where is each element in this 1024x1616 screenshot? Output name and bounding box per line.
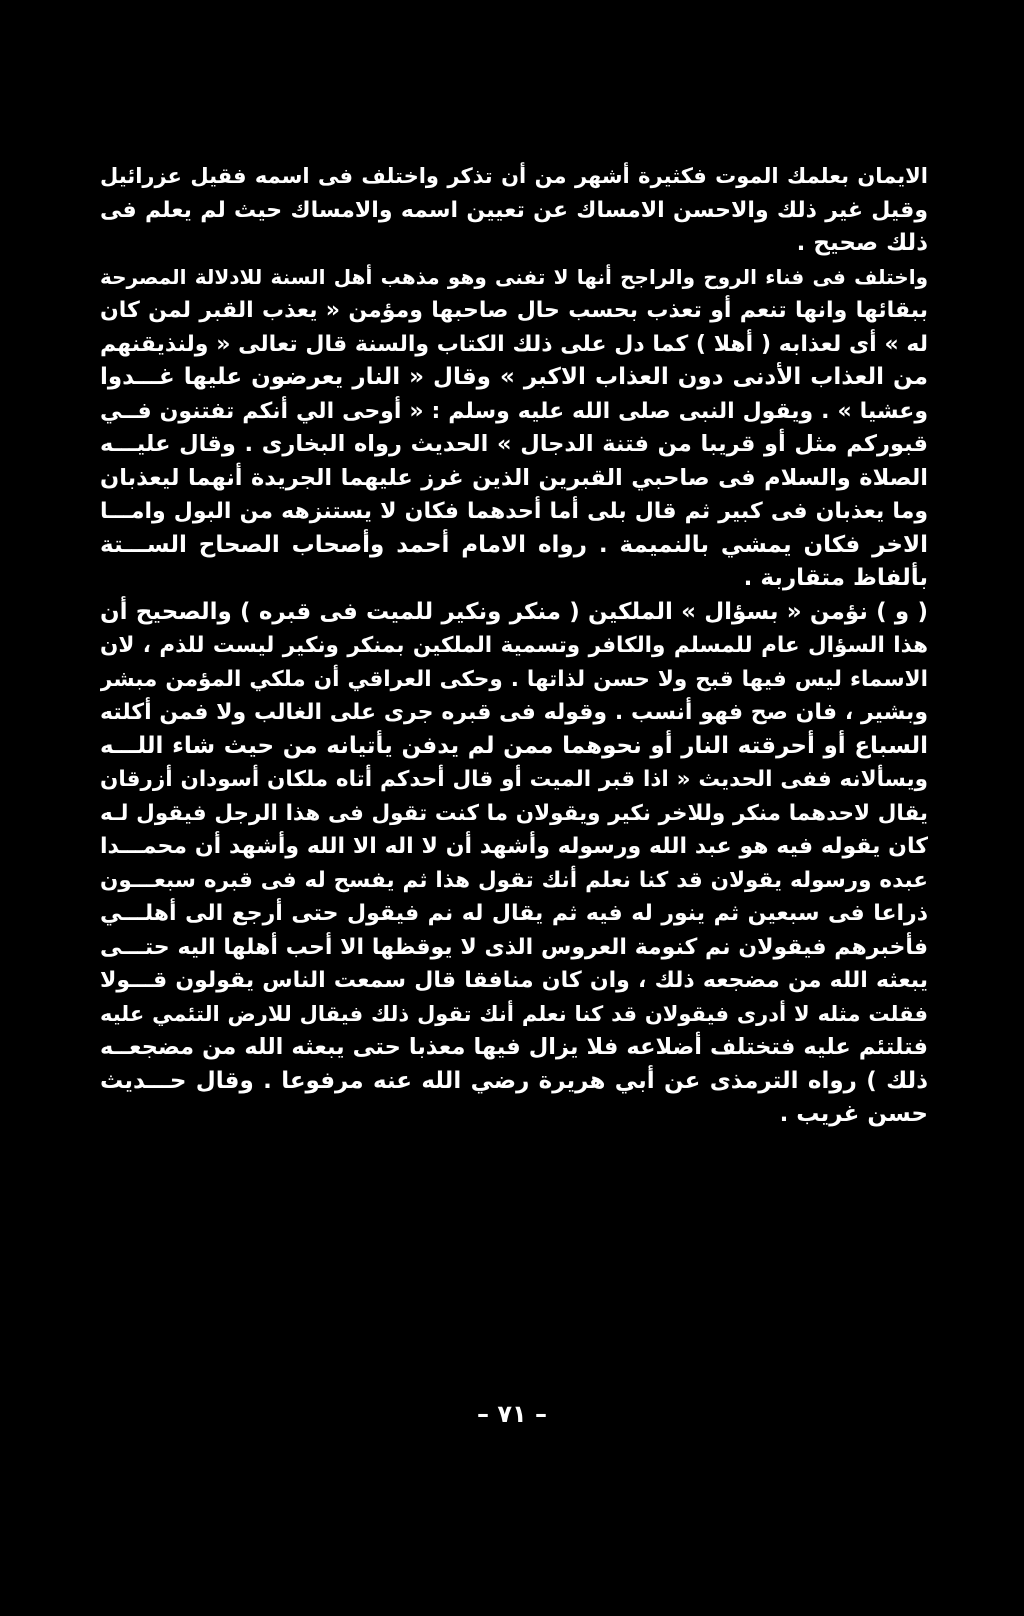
text-line: له » أى لعذابه ( أهلا ) كما دل على ذلك الكتاب والسنة قال تعالى « ولنذيقنهم [100,331,928,357]
text-line: كان يقوله فيه هو عبد الله ورسوله وأشهد أن لا اله الا الله وأشهد أن محمـــدا [100,834,928,859]
text-line: ويسألانه ففى الحديث « اذا قبر الميت أو قال أحدكم أتاه ملكان أسودان أزرقان [100,767,928,792]
text-line: ذراعا فى سبعين ثم ينور له فيه ثم يقال له نم فيقول حتى أرجع الى أهلـــي [100,901,928,926]
text-line: وما يعذبان فى كبير ثم قال بلى أما أحدهما فكان لا يستنزهه من البول وامـــا [100,499,928,524]
text-line: الايمان بعلمك الموت فكثيرة أشهر من أن تذكر واختلف فى اسمه فقيل عزرائيل [100,164,928,188]
text-line: يبعثه الله من مضجعه ذلك ، وان كان منافقا قال سمعت الناس يقولون قـــولا [100,968,928,993]
text-line: فأخبرهم فيقولان نم كنومة العروس الذى لا يوقظها الا أحب أهلها اليه حتـــى [100,934,928,960]
text-line: ( و ) نؤمن « بسؤال » الملكين ( منكر ونكير للميت فى قبره ) والصحيح أن [100,598,928,625]
text-line: فتلتئم عليه فتختلف أضلاعه فلا يزال فيها معذبا حتى يبعثه الله من مضجعــه [100,1034,928,1060]
text-line: بألفاظ متقاربة . [743,565,928,591]
text-line: حسن غريب . [779,1101,928,1127]
page-number: – ٧١ – [476,1400,547,1428]
text-line: فقلت مثله لا أدرى فيقولان قد كنا نعلم أنك تقول ذلك فيقال للارض التئمي عليه [100,1001,928,1026]
text-line: عبده ورسوله يقولان قد كنا نعلم أنك تقول هذا ثم يفسح له فى قبره سبعـــون [100,867,928,893]
text-line: واختلف فى فناء الروح والراجح أنها لا تفنى وهو مذهب أهل السنة للادلالة المصرحة [100,264,928,289]
text-line: من العذاب الأدنى دون العذاب الاكبر » وقال « النار يعرضون عليها غـــدوا [100,364,928,390]
text-line: هذا السؤال عام للمسلم والكافر وتسمية الملكين بمنكر ونكير ليست للذم ، لان [100,633,928,658]
text-line: ذلك صحيح . [796,230,928,256]
text-line: السباع أو أحرقته النار أو نحوهما ممن لم يدفن يأتيانه من حيث شاء اللـــه [100,732,928,759]
text-line: يقال لاحدهما منكر وللاخر نكير ويقولان ما كنت تقول فى هذا الرجل فيقول لـه [100,800,928,826]
text-line: وبشير ، فان صح فهو أنسب . وقوله فى قبره جرى على الغالب ولا فمن أكلته [100,700,928,725]
text-line: ببقائها وانها تنعم أو تعذب بحسب حال صاحبها ومؤمن « يعذب القبر لمن كان [100,298,928,323]
text-line: قبوركم مثل أو قريبا من فتنة الدجال » الحديث رواه البخارى . وقال عليـــه [100,431,928,457]
text-line: ذلك ) رواه الترمذى عن أبي هريرة رضي الله عنه مرفوعا . وقال حـــديث [100,1067,928,1094]
body-text [100,160,928,1132]
text-line: الصلاة والسلام فى صاحبي القبرين الذين غرز عليهما الجريدة أنهما ليعذبان [100,464,928,491]
text-line: الاسماء ليس فيها قبح ولا حسن لذاتها . وحكى العراقي أن ملكي المؤمن مبشر [100,666,928,692]
text-line: وقيل غير ذلك والاحسن الامساك عن تعيين اسمه والامساك حيث لم يعلم فى [100,197,928,223]
text-line: وعشيا » . ويقول النبى صلى الله عليه وسلم : « أوحى الي أنكم تفتنون فــي [100,398,928,424]
text-line: الاخر فكان يمشي بالنميمة . رواه الامام أحمد وأصحاب الصحاح الســـتة [100,531,928,558]
